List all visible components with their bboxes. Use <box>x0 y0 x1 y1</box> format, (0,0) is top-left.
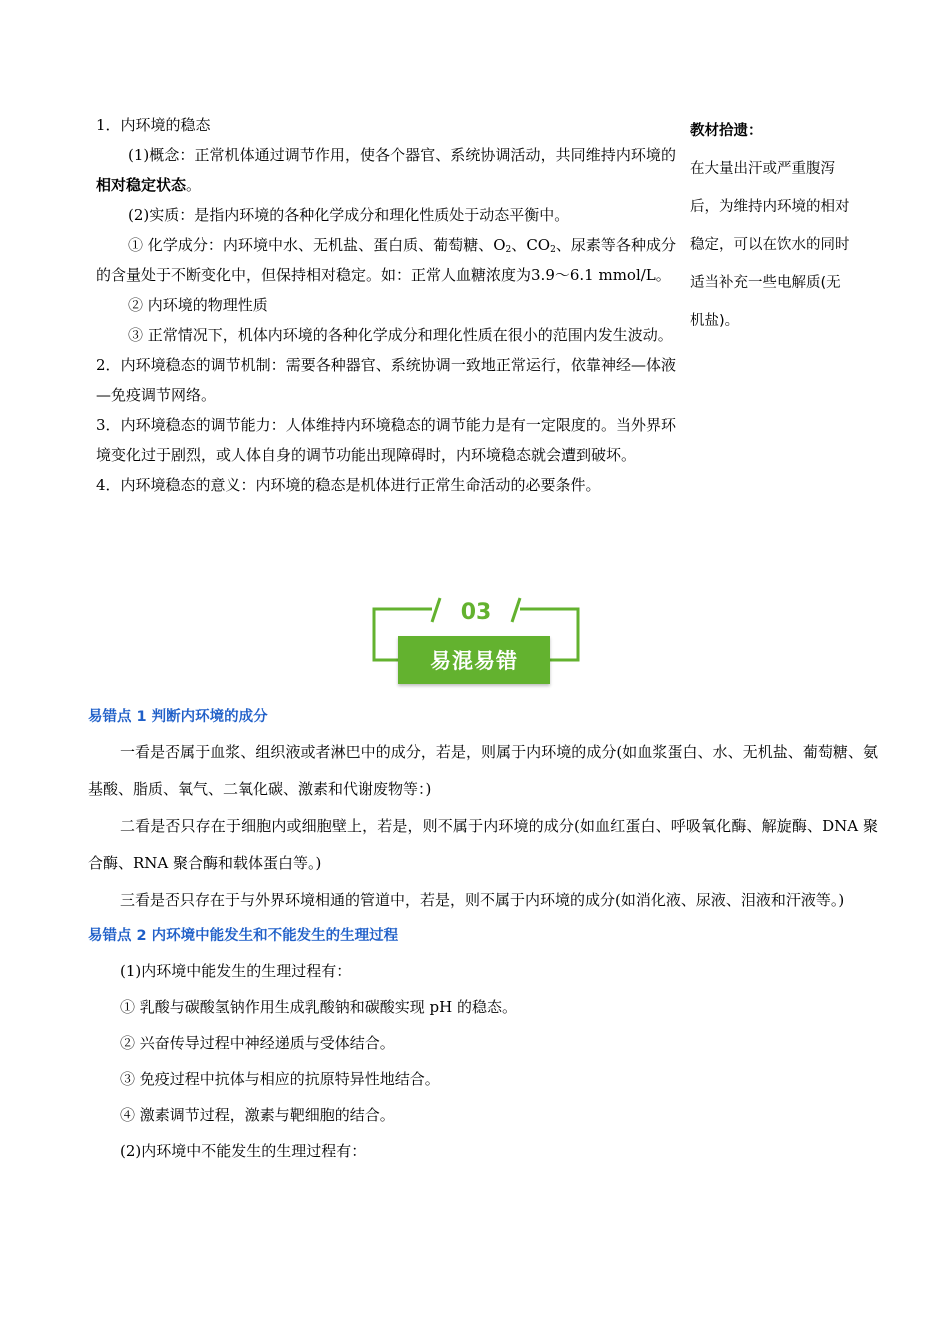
concept-bold-term: 相对稳定状态 <box>96 176 187 194</box>
chem-text-3: 、尿素等各种成分的含量处于不断变化中，但保持相对稳定。如：正常人血糖浓度为3.9～6.1 mmol/L。 <box>96 236 676 284</box>
list-item: ③ 免疫过程中抗体与相应的抗原特异性地结合。 <box>120 1070 440 1088</box>
list-item: (1)内环境中能发生的生理过程有： <box>120 962 352 980</box>
regulation-ability-paragraph: 3．内环境稳态的调节能力：人体维持内环境稳态的调节能力是有一定限度的。当外界环境变化过于剧烈，或人体自身的调节功能出现障碍时，内环境稳态就会遭到破坏。 <box>96 416 676 464</box>
co2-subscript: 2 <box>550 245 556 255</box>
list-item: ① 乳酸与碳酸氢钠作用生成乳酸钠和碳酸实现 pH 的稳态。 <box>120 998 517 1016</box>
sidebar-body: 在大量出汗或严重腹泻后，为维持内环境的相对稳定，可以在饮水的同时适当补充一些电解质(无机盐)。 <box>690 161 850 329</box>
error-point-1-para-3: 三看是否只存在于与外界环境相通的管道中，若是，则不属于内环境的成分(如消化液、尿液、泪液和汗液等。) <box>120 891 845 909</box>
sidebar-title: 教材拾遗： <box>690 123 763 139</box>
section-banner <box>370 596 582 688</box>
physical-properties-paragraph: ② 内环境的物理性质 <box>128 296 268 314</box>
heading-homeostasis: 1．内环境的稳态 <box>96 116 211 134</box>
o2-subscript: 2 <box>505 245 512 255</box>
chem-text-1: ① 化学成分：内环境中水、无机盐、蛋白质、葡萄糖、O <box>128 236 506 254</box>
concept-paragraph <box>96 140 676 200</box>
regulation-mechanism-paragraph: 2．内环境稳态的调节机制：需要各种器官、系统协调一致地正常运行，依靠神经—体液—免疫调节网络。 <box>96 356 676 404</box>
error-points-section <box>88 700 878 1169</box>
concept-text: (1)概念：正常机体通过调节作用，使各个器官、系统协调活动，共同维持内环境的 <box>128 146 676 164</box>
list-item: (2)内环境中不能发生的生理过程有： <box>120 1142 367 1160</box>
banner-label: 易混易错 <box>398 636 550 684</box>
chem-text-2: 、CO <box>511 236 551 254</box>
sidebar-note <box>690 112 855 340</box>
list-item: ④ 激素调节过程，激素与靶细胞的结合。 <box>120 1106 395 1124</box>
essence-paragraph: (2)实质：是指内环境的各种化学成分和理化性质处于动态平衡中。 <box>128 206 570 224</box>
fluctuation-paragraph: ③ 正常情况下，机体内环境的各种化学成分和理化性质在很小的范围内发生波动。 <box>128 326 673 344</box>
error-point-1-title: 易错点 1 判断内环境的成分 <box>88 709 268 725</box>
error-point-1-para-2: 二看是否只存在于细胞内或细胞壁上，若是，则不属于内环境的成分(如血红蛋白、呼吸氧化酶、解旋酶、DNA 聚合酶、RNA 聚合酶和载体蛋白等。) <box>88 817 878 872</box>
chemical-components-paragraph <box>96 230 676 290</box>
error-point-2-title: 易错点 2 内环境中能发生和不能发生的生理过程 <box>88 928 399 944</box>
concept-end: 。 <box>186 176 202 194</box>
main-column <box>96 110 676 500</box>
banner-number: 03 <box>460 600 492 625</box>
significance-paragraph: 4．内环境稳态的意义：内环境的稳态是机体进行正常生命活动的必要条件。 <box>96 476 601 494</box>
list-item: ② 兴奋传导过程中神经递质与受体结合。 <box>120 1034 395 1052</box>
error-point-1-para-1: 一看是否属于血浆、组织液或者淋巴中的成分，若是，则属于内环境的成分(如血浆蛋白、水、无机盐、葡萄糖、氨基酸、脂质、氧气、二氧化碳、激素和代谢废物等：) <box>88 743 878 798</box>
